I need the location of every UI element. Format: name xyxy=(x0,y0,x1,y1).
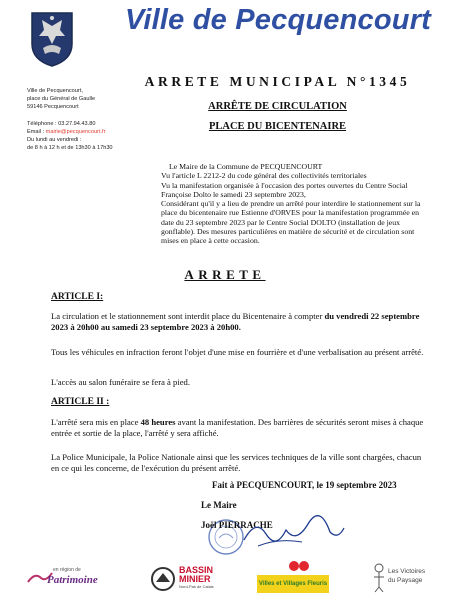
patrimoine-logo xyxy=(27,566,107,590)
article-2-duration: 48 heures xyxy=(140,417,176,427)
article-1-title: ARTICLE I: xyxy=(51,292,104,302)
paysage-text-1: Les Victoires xyxy=(388,568,426,575)
article-1-text: La circulation et le stationnement sont interdit place du Bicentenaire à compter xyxy=(51,311,325,321)
article-1-dates: du vendredi 22 septembre 2023 à 20h00 au samedi 23 septembre 2023 à 20h00. xyxy=(51,311,420,333)
contact-email-row xyxy=(27,129,137,137)
article-1-paragraph: Tous les véhicules en infraction feront l'objet d'une mise en fourrière et d'une verbalisation au présent arrêté. xyxy=(51,347,424,357)
contact-hours: Du lundi au vendredi : xyxy=(27,136,82,143)
contact-phone: Téléphone : 03.27.94.43.80 xyxy=(27,121,96,128)
article-1-paragraph: L'accès au salon funéraire se fera à pied. xyxy=(51,377,190,387)
city-crest-logo xyxy=(29,10,75,68)
victoires-paysage-logo xyxy=(372,560,437,596)
minier-text: MINIER xyxy=(179,574,211,584)
article-2-paragraph xyxy=(51,417,431,439)
article-2-title: ARTICLE II : xyxy=(51,397,110,407)
article-2-text: L'arrêté sera mis en place xyxy=(51,417,141,427)
preamble-line: Le Maire de la Commune de PECQUENCOURT xyxy=(169,162,323,171)
villes-villages-fleuris-logo xyxy=(257,575,329,593)
preamble-line: Considérant qu'il y a lieu de prendre un arrêté pour interdire le stationnement sur la place du bicentenaire rue Estienne d'ORVES pour la manifestation programmée en date du 23 septembre 2023 par le Centre Social DOLTO (installation de jeux gonflable). Des mesures particulières en matière de sécurité et de circulation sont mises en place à cette occasion. xyxy=(161,199,421,246)
decree-title: ARRETE MUNICIPAL N°1345 xyxy=(144,74,411,89)
article-1-paragraph xyxy=(51,311,431,333)
contact-email-link[interactable]: mairie@pecquencourt.fr xyxy=(45,129,106,136)
fleuris-text: Villes et Villages Fleuris xyxy=(258,581,328,587)
patrimoine-text: Patrimoine xyxy=(47,574,98,586)
paysage-text-2: du Paysage xyxy=(388,577,423,584)
decree-subtitle: ARRÊTE DE CIRCULATION xyxy=(208,101,347,112)
bassin-text: BASSIN xyxy=(179,565,214,575)
contact-block xyxy=(27,88,137,153)
article-2-paragraph: La Police Municipale, la Police Nationale ainsi que les services techniques de la ville sont chargées, chacun en ce qui les concerne, de l'exécution du présent arrêté. xyxy=(51,452,422,474)
city-title: Ville de Pecquencourt xyxy=(124,4,432,36)
patrimoine-small-text: en région de xyxy=(53,567,81,573)
preamble-line: Vu la manifestation organisée à l'occasion des portes ouvertes du Centre Social Françoise Dolto le samedi 23 septembre 2023, xyxy=(161,180,408,199)
handwritten-signature-icon xyxy=(238,510,348,555)
fleuris-flowers-icon xyxy=(288,560,310,572)
preamble-line: Vu l'article L 2212-2 du code général des collectivités territoriales xyxy=(161,171,367,181)
decree-location: PLACE DU BICENTENAIRE xyxy=(208,121,347,132)
bassin-region-text: Nord-Pas de Calais xyxy=(179,584,214,589)
preamble xyxy=(161,162,429,246)
bassin-minier-logo xyxy=(150,563,230,595)
signer-name: Joël PIERRACHE xyxy=(201,520,273,530)
arrete-heading: ARRETE xyxy=(184,267,266,282)
contact-line: 59146 Pecquencourt xyxy=(27,103,79,110)
contact-email-label: Email : xyxy=(27,129,45,136)
contact-line: Ville de Pecquencourt, xyxy=(27,88,83,94)
article-2-text: avant la manifestation. Des barrières de sécurités seront mises à chaque entrée et sortie de la place, l'arrêté y sera affiché. xyxy=(51,417,424,439)
done-at-line: Fait à PECQUENCOURT, le 19 septembre 2023 xyxy=(212,480,397,490)
bassin-minier-emblem-icon xyxy=(150,566,176,592)
paysage-figure-icon xyxy=(372,563,386,593)
contact-hours: de 8 h à 12 h et de 13h30 à 17h30 xyxy=(27,144,113,151)
contact-line: place du Général de Gaulle xyxy=(27,95,96,102)
signer-role: Le Maire xyxy=(201,500,237,510)
